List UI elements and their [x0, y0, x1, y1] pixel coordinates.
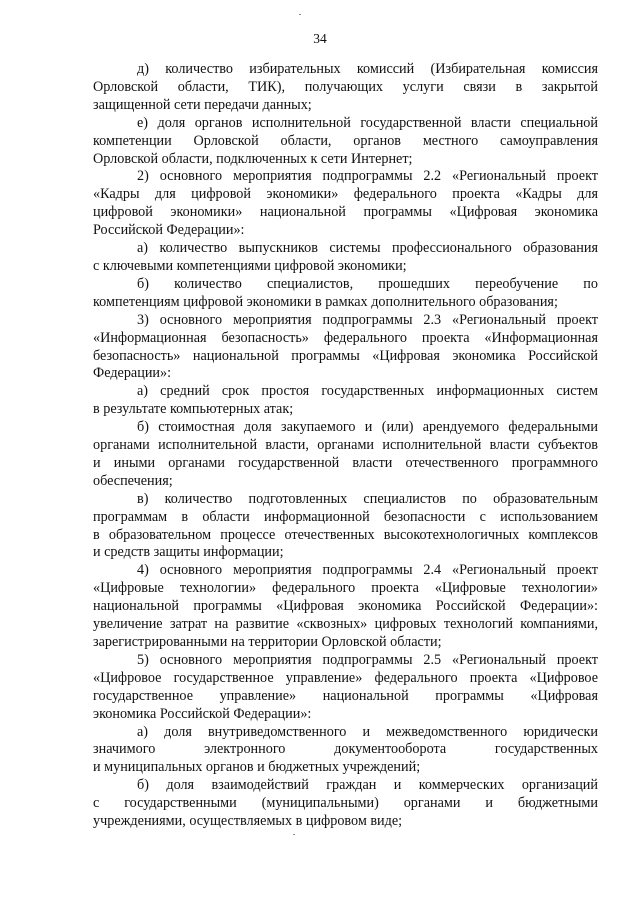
- text-line: компетенции Орловской области, органов местного самоуправления: [93, 132, 598, 149]
- text-line: с государственными (муниципальными) органами и бюджетными: [93, 795, 598, 812]
- text-line: б) стоимостная доля закупаемого и (или) арендуемого федеральными: [137, 419, 598, 436]
- text-line: национальной программы «Цифровая экономика Российской Федерации»:: [93, 598, 598, 615]
- text-line: б) доля взаимодействий граждан и коммерческих организаций: [137, 777, 598, 794]
- text-line: органами исполнительной власти, органами исполнительной власти субъектов: [93, 437, 598, 454]
- text-line: зарегистрированными на территории Орловской области;: [93, 634, 442, 650]
- text-line: «Цифровые технологии» федерального проекта «Цифровые технологии»: [93, 580, 598, 597]
- text-line: а) доля внутриведомственного и межведомственного юридически: [137, 723, 598, 740]
- text-line: 2) основного мероприятия подпрограммы 2.2 «Региональный проект: [137, 168, 598, 185]
- text-line: Российской Федерации»:: [93, 222, 245, 239]
- scan-speck: [293, 834, 295, 835]
- paragraph: [93, 383, 598, 419]
- text-line: в) количество подготовленных специалистов по образовательным: [137, 490, 598, 507]
- paragraph: [93, 61, 598, 115]
- paragraph: [93, 240, 598, 276]
- text-line: 5) основного мероприятия подпрограммы 2.5 «Региональный проект: [137, 651, 598, 668]
- paragraph: [93, 312, 598, 384]
- scan-speck: [299, 14, 301, 15]
- text-line: Орловской области, подключенных к сети Интернет;: [93, 150, 413, 167]
- paragraph: [93, 777, 598, 831]
- text-line: Орловской области, ТИК), получающих услуги связи в закрытой: [93, 78, 598, 95]
- paragraph: [93, 491, 598, 563]
- text-line: увеличение затрат на развитие «сквозных» цифровых технологий компаниями,: [93, 616, 598, 633]
- text-line: защищенной сети передачи данных;: [93, 96, 312, 113]
- text-line: обеспечения;: [93, 472, 173, 489]
- text-line: и средств защиты информации;: [93, 544, 284, 561]
- text-line: и иными органами государственной власти отечественного программного: [93, 454, 598, 471]
- page-number: 34: [313, 31, 327, 46]
- text-line: в образовательном процессе отечественных высокотехнологичных комплексов: [93, 526, 598, 543]
- text-line: е) доля органов исполнительной государственной власти специальной: [137, 114, 598, 131]
- text-line: «Информационная безопасность» федерального проекта «Информационная: [93, 329, 598, 346]
- paragraph: [93, 168, 598, 240]
- text-line: программам в области информационной безопасности с использованием: [93, 508, 598, 525]
- text-line: с ключевыми компетенциями цифровой экономики;: [93, 257, 407, 274]
- paragraph: [93, 115, 598, 169]
- text-line: безопасность» национальной программы «Цифровая экономика Российской: [93, 347, 598, 364]
- text-line: значимого электронного документооборота государственных: [93, 741, 598, 758]
- text-line: Федерации»:: [93, 365, 172, 382]
- text-line: б) количество специалистов, прошедших переобучение по: [137, 275, 598, 292]
- text-line: «Кадры для цифровой экономики» федерального проекта «Кадры для: [93, 186, 598, 203]
- paragraph: [93, 652, 598, 724]
- text-line: «Цифровое государственное управление» федерального проекта «Цифровое: [93, 669, 598, 686]
- paragraph: [93, 562, 598, 652]
- document-body: [93, 61, 598, 831]
- text-line: 4) основного мероприятия подпрограммы 2.4 «Региональный проект: [137, 562, 598, 579]
- paragraph: [93, 276, 598, 312]
- text-line: 3) основного мероприятия подпрограммы 2.3 «Региональный проект: [137, 311, 598, 328]
- paragraph: [93, 419, 598, 491]
- text-line: а) средний срок простоя государственных информационных систем: [137, 383, 598, 400]
- text-line: учреждениями, осуществляемых в цифровом виде;: [93, 813, 403, 830]
- text-line: д) количество избирательных комиссий (Избирательная комиссия: [137, 61, 598, 77]
- text-line: а) количество выпускников системы профессионального образования: [137, 240, 598, 257]
- paragraph: [93, 724, 598, 778]
- text-line: цифровой экономики» национальной программы «Цифровая экономика: [93, 204, 598, 221]
- text-line: компетенциям цифровой экономики в рамках дополнительного образования;: [93, 293, 558, 310]
- text-line: и муниципальных органов и бюджетных учреждений;: [93, 759, 421, 776]
- text-line: в результате компьютерных атак;: [93, 401, 294, 418]
- text-line: экономика Российской Федерации»:: [93, 705, 312, 722]
- text-line: государственное управление» национальной программы «Цифровая: [93, 687, 598, 704]
